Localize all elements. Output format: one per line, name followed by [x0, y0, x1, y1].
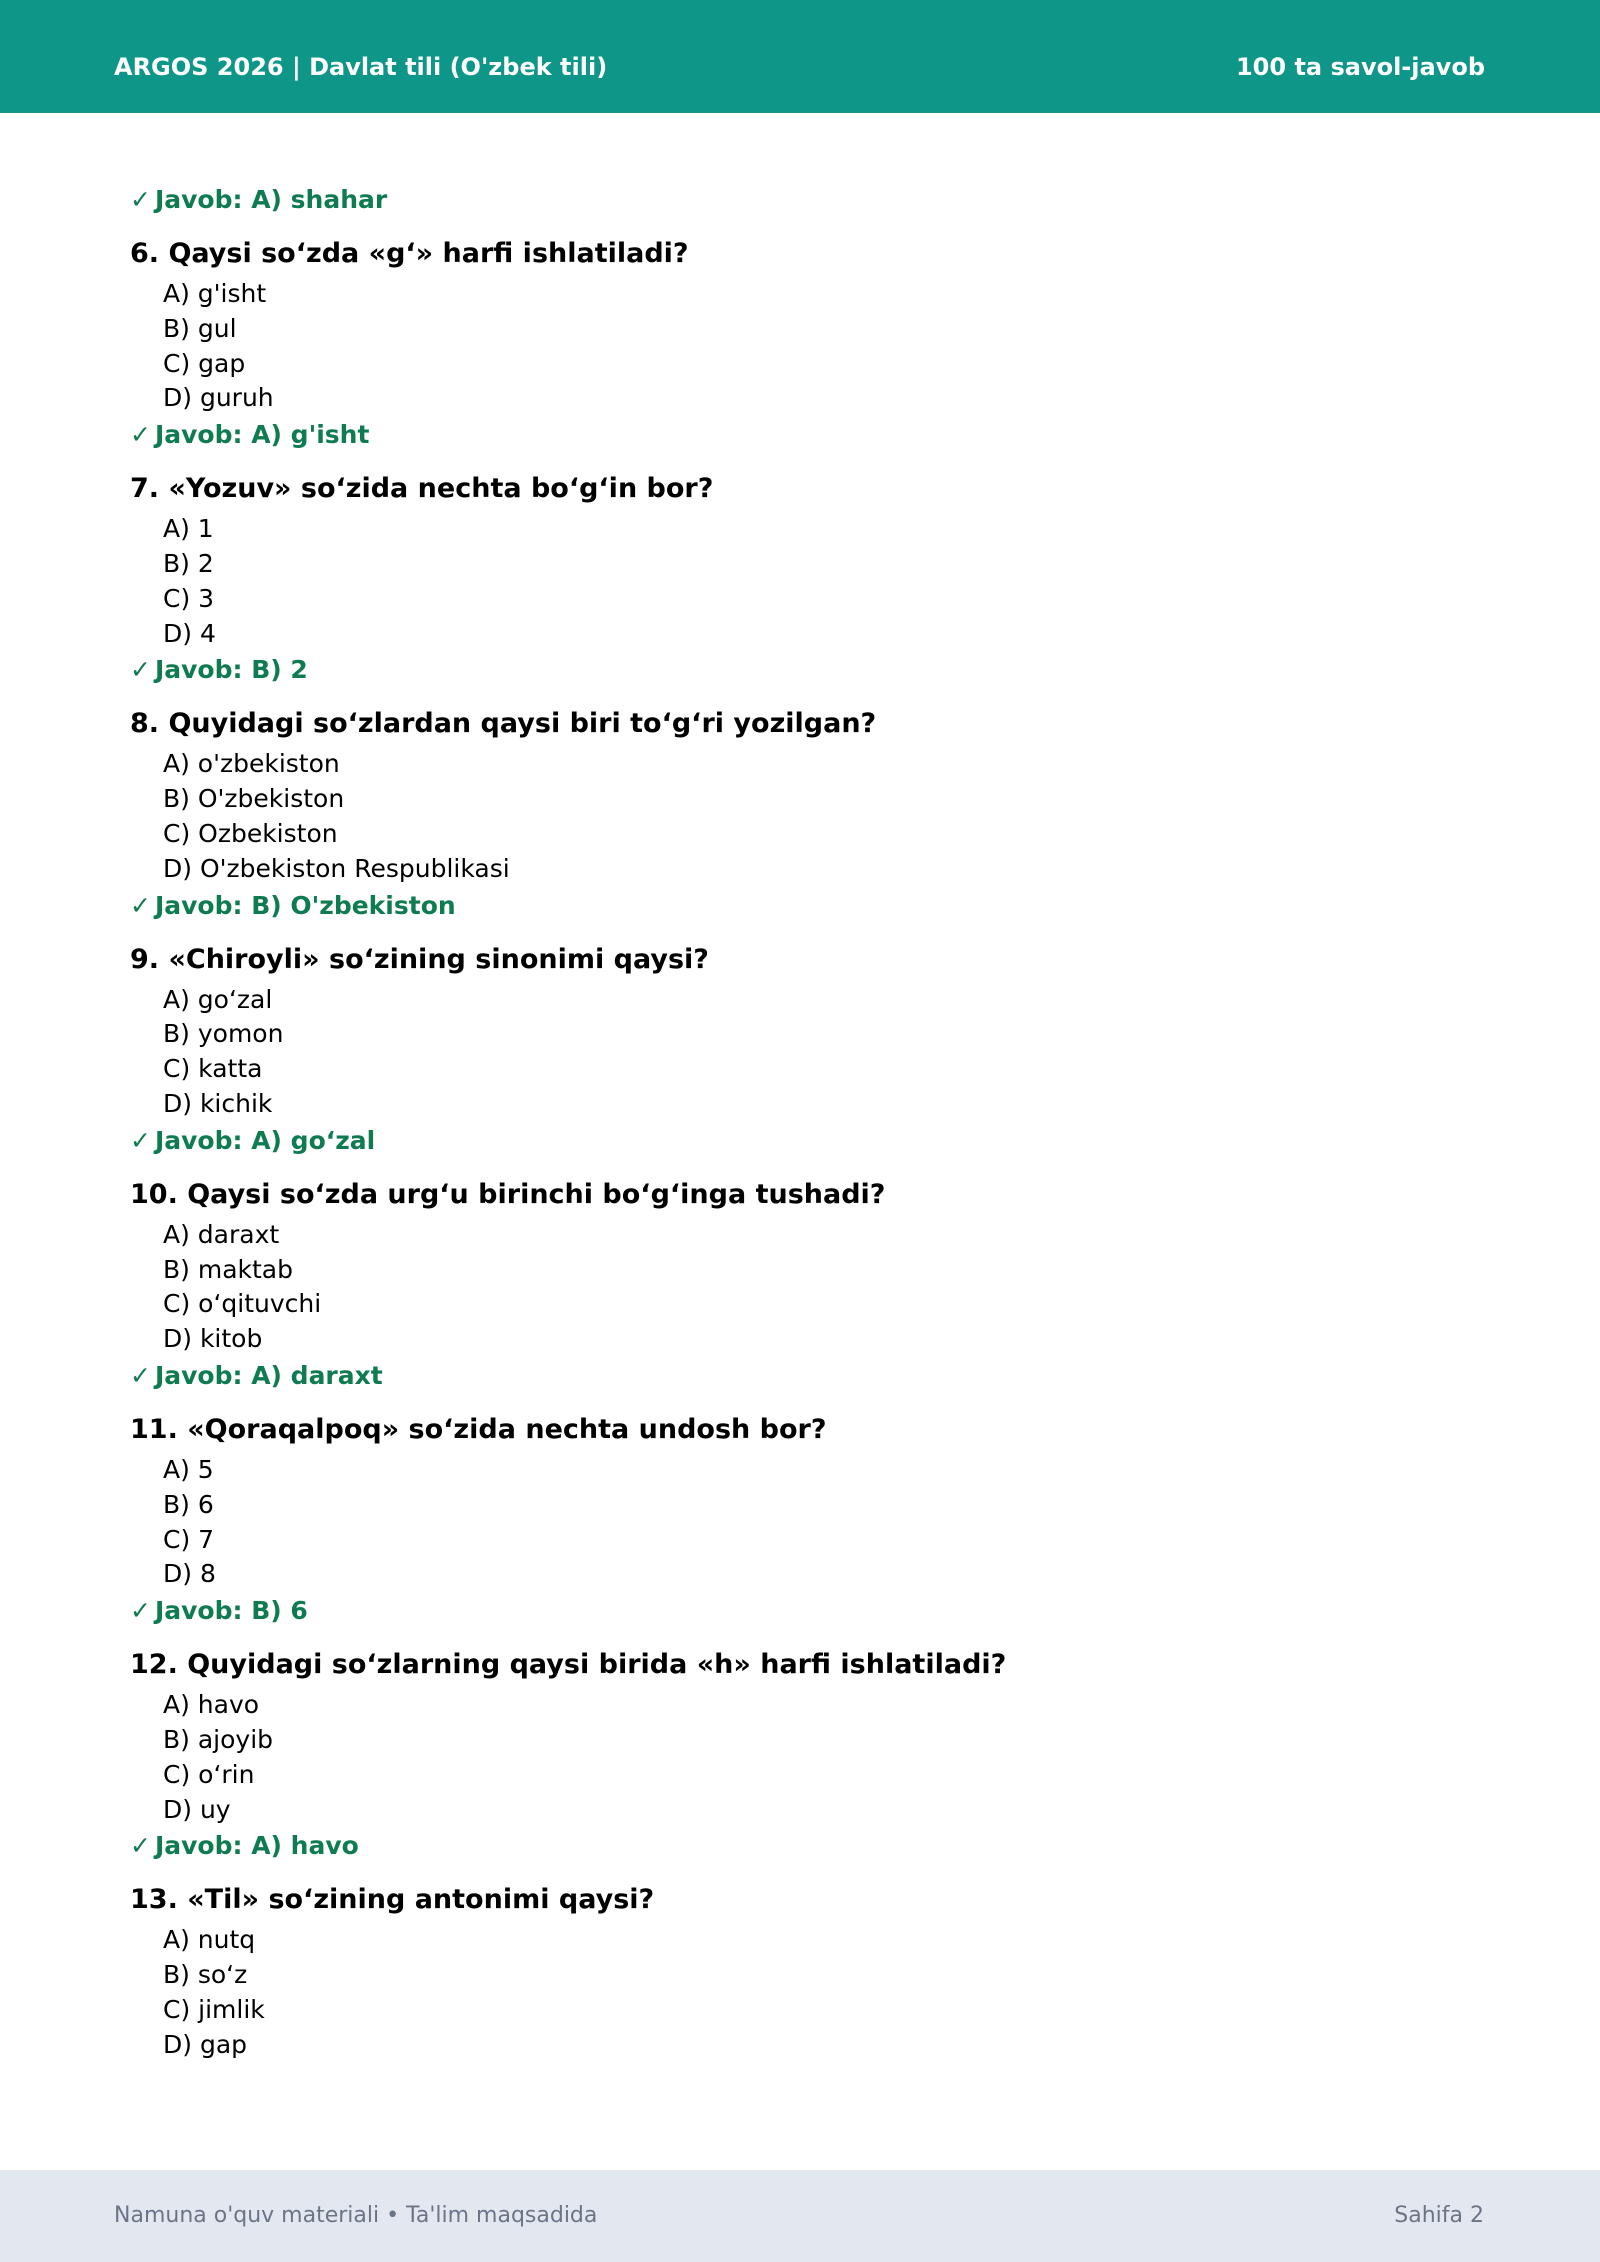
option-item: D) uy [163, 1794, 231, 1824]
option-item: D) 4 [163, 618, 216, 648]
question-title: 12. Quyidagi so‘zlarning qaysi birida «h» harfi ishlatiladi? [130, 1649, 1007, 1681]
question-block [130, 707, 1490, 922]
page-number: Sahifa 2 [1394, 2203, 1484, 2228]
page-header [0, 0, 1600, 113]
option-item: B) yomon [163, 1019, 284, 1049]
check-icon: ✓ [130, 185, 151, 214]
question-title: 10. Qaysi so‘zda urg‘u birinchi bo‘g‘inga tushadi? [130, 1178, 886, 1210]
option-item: A) daraxt [163, 1219, 280, 1249]
option-item: B) gul [163, 313, 237, 343]
option-item: C) Ozbekiston [163, 818, 338, 848]
option-item: C) jimlik [163, 1994, 265, 2024]
option-item: B) maktab [163, 1254, 293, 1284]
question-block [130, 237, 1490, 452]
check-icon: ✓ [130, 890, 151, 920]
question-block [130, 1883, 1490, 2062]
option-item: C) 7 [163, 1524, 215, 1554]
option-item: D) 8 [163, 1559, 216, 1589]
answer-line [130, 653, 1490, 687]
answer-text: Javob: A) daraxt [154, 1360, 383, 1390]
header-title: ARGOS 2026 | Davlat tili (O'zbek tili) [114, 53, 608, 81]
question-title: 7. «Yozuv» so‘zida nechta bo‘g‘in bor? [130, 473, 714, 505]
option-list [163, 1923, 1490, 2062]
check-icon: ✓ [130, 655, 151, 685]
question-block [130, 943, 1490, 1158]
question-title: 9. «Chiroyli» so‘zining sinonimi qaysi? [130, 943, 709, 975]
answer-line [130, 1124, 1490, 1158]
option-list [163, 277, 1490, 416]
answer-text: Javob: B) 6 [154, 1596, 308, 1626]
option-item: A) 1 [163, 514, 214, 544]
option-item: A) 5 [163, 1454, 214, 1484]
option-item: B) 6 [163, 1489, 214, 1519]
question-title: 11. «Qoraqalpoq» so‘zida nechta undosh bor? [130, 1413, 827, 1445]
option-list [163, 747, 1490, 886]
answer-line [130, 889, 1490, 923]
header-subtitle: 100 ta savol-javob [1235, 53, 1485, 81]
answer-text: Javob: B) O'zbekiston [154, 890, 456, 920]
question-title: 6. Qaysi so‘zda «g‘» harfi ishlatiladi? [130, 238, 689, 269]
answer-line [130, 1829, 1490, 1863]
option-item: B) ajoyib [163, 1724, 274, 1754]
option-list [163, 1688, 1490, 1827]
option-item: C) o‘qituvchi [163, 1289, 322, 1319]
check-icon: ✓ [130, 420, 151, 450]
footer-note: Namuna o'quv materiali • Ta'lim maqsadida [114, 2203, 598, 2228]
option-item: D) kichik [163, 1088, 273, 1118]
answer-text: Javob: A) havo [154, 1831, 359, 1861]
answer-line [130, 418, 1490, 452]
option-item: D) guruh [163, 383, 274, 413]
option-item: A) nutq [163, 1925, 256, 1955]
answer-text: Javob: A) shahar [154, 185, 388, 214]
option-list [163, 512, 1490, 651]
question-title: 8. Quyidagi so‘zlardan qaysi biri to‘g‘ri yozilgan? [130, 708, 877, 740]
option-item: D) kitob [163, 1324, 263, 1354]
option-item: B) so‘z [163, 1960, 248, 1990]
answer-line [130, 1359, 1490, 1393]
question-block [130, 1648, 1490, 1863]
option-item: A) havo [163, 1690, 260, 1720]
option-list [163, 1218, 1490, 1357]
option-item: C) o‘rin [163, 1759, 255, 1789]
option-list [163, 983, 1490, 1122]
option-item: C) gap [163, 348, 246, 378]
option-item: B) 2 [163, 548, 214, 578]
answer-text: Javob: B) 2 [154, 655, 308, 685]
option-item: C) katta [163, 1054, 263, 1084]
page-footer [0, 2170, 1600, 2262]
check-icon: ✓ [130, 1125, 151, 1155]
question-title: 13. «Til» so‘zining antonimi qaysi? [130, 1884, 655, 1916]
question-block [130, 1413, 1490, 1628]
answer-line [130, 183, 1490, 217]
answer-text: Javob: A) go‘zal [154, 1125, 376, 1155]
check-icon: ✓ [130, 1831, 151, 1861]
question-list [130, 183, 1490, 2063]
check-icon: ✓ [130, 1596, 151, 1626]
question-block [130, 1178, 1490, 1393]
check-icon: ✓ [130, 1360, 151, 1390]
answer-text: Javob: A) g'isht [154, 420, 370, 450]
option-item: B) O'zbekiston [163, 784, 345, 814]
option-item: A) go‘zal [163, 984, 273, 1014]
option-item: D) gap [163, 2029, 248, 2059]
question-block [130, 472, 1490, 687]
option-list [163, 1453, 1490, 1592]
option-item: D) O'zbekiston Respublikasi [163, 853, 510, 883]
answer-line [130, 1594, 1490, 1628]
option-item: A) g'isht [163, 279, 267, 308]
option-item: C) 3 [163, 583, 215, 613]
option-item: A) o'zbekiston [163, 749, 340, 779]
